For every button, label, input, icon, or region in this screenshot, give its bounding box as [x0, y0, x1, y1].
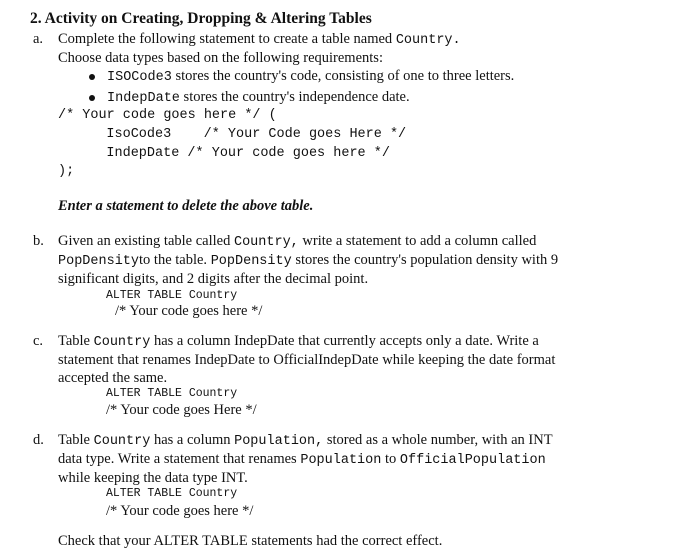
part-c-line1-text: Table — [58, 333, 94, 349]
part-d-letter: d. — [33, 432, 44, 448]
part-b-line2 — [58, 252, 558, 269]
part-d-line1-post: stored as a whole number, with an INT — [323, 432, 553, 448]
part-d-line2-text: data type. Write a statement that renames — [58, 451, 301, 467]
bullet-2-code: IndepDate — [107, 91, 180, 106]
part-d-line1-code1: Country — [93, 434, 151, 449]
part-d-line2 — [58, 451, 546, 468]
part-b-line1-post: write a statement to add a column called — [298, 233, 537, 249]
part-a-code-line-3: IndepDate /* Your code goes here */ — [74, 146, 390, 161]
part-c-line3: accepted the same. — [58, 370, 168, 386]
part-a-line2: Choose data types based on the following requirements: — [58, 50, 383, 66]
bullet-2-text: stores the country's independence date. — [179, 89, 410, 105]
part-a-bullet-2 — [107, 89, 410, 106]
part-d-line2-code2: OfficialPopulation — [399, 453, 546, 468]
part-a-bullet-1 — [107, 68, 514, 85]
part-a-code-line-2: IsoCode3 /* Your Code goes Here */ — [74, 127, 407, 142]
part-d-line1 — [58, 432, 553, 449]
section-title: Activity on Creating, Dropping & Altering Tables — [44, 10, 372, 27]
part-a-letter: a. — [33, 31, 44, 47]
part-a-line1-text: Complete the following statement to create a table named — [58, 31, 396, 47]
part-b-line2-mid: to the table. — [139, 252, 211, 268]
part-d-line2-code1: Population — [300, 453, 382, 468]
part-a-code-line-4: ); — [58, 164, 75, 179]
part-b-line1-code: Country, — [233, 235, 299, 250]
part-b-code-2: /* Your code goes here */ — [115, 303, 263, 319]
part-d-line2-mid: to — [381, 451, 400, 467]
part-a-line1 — [58, 31, 461, 48]
part-b-line3: significant digits, and 2 digits after the decimal point. — [58, 271, 369, 287]
part-c-line1-code: Country — [93, 335, 151, 350]
bullet-1-code: ISOCode3 — [107, 70, 172, 85]
part-b-line2-post: stores the country's population density with 9 — [291, 252, 559, 268]
part-a-instruction: Enter a statement to delete the above table. — [58, 198, 314, 214]
footer-note: Check that your ALTER TABLE statements had the correct effect. — [58, 533, 443, 549]
part-c-code-1: ALTER TABLE Country — [106, 387, 238, 400]
part-c-line1-post: has a column IndepDate that currently accepts only a date. Write a — [150, 333, 539, 349]
part-d-line1-code2: Population, — [234, 434, 324, 449]
part-d-code-2: /* Your code goes here */ — [106, 503, 254, 519]
part-b-line1-text: Given an existing table called — [58, 233, 234, 249]
part-a-line1-code: Country. — [395, 33, 461, 48]
section-heading — [30, 10, 372, 28]
section-number: 2. — [30, 10, 42, 27]
part-d-line3: while keeping the data type INT. — [58, 470, 248, 486]
part-c-letter: c. — [33, 333, 44, 349]
part-b-letter: b. — [33, 233, 44, 249]
part-c-line2: statement that renames IndepDate to OfficialIndepDate while keeping the date format — [58, 352, 556, 368]
part-c-line1 — [58, 333, 539, 350]
part-a-code-line-1: /* Your code goes here */ ( — [58, 108, 277, 123]
bullet-dot-icon — [89, 95, 95, 101]
bullet-dot-icon — [89, 74, 95, 80]
part-d-line1-text: Table — [58, 432, 94, 448]
part-b-code-1: ALTER TABLE Country — [106, 289, 238, 302]
part-b-line2-code1: PopDensity — [58, 254, 140, 269]
part-d-line1-mid: has a column — [150, 432, 235, 448]
part-c-code-2: /* Your code goes Here */ — [106, 402, 257, 418]
part-b-line2-code2: PopDensity — [210, 254, 292, 269]
bullet-1-text: stores the country's code, consisting of one to three letters. — [171, 68, 515, 84]
part-b-line1 — [58, 233, 536, 250]
part-d-code-1: ALTER TABLE Country — [106, 487, 238, 500]
